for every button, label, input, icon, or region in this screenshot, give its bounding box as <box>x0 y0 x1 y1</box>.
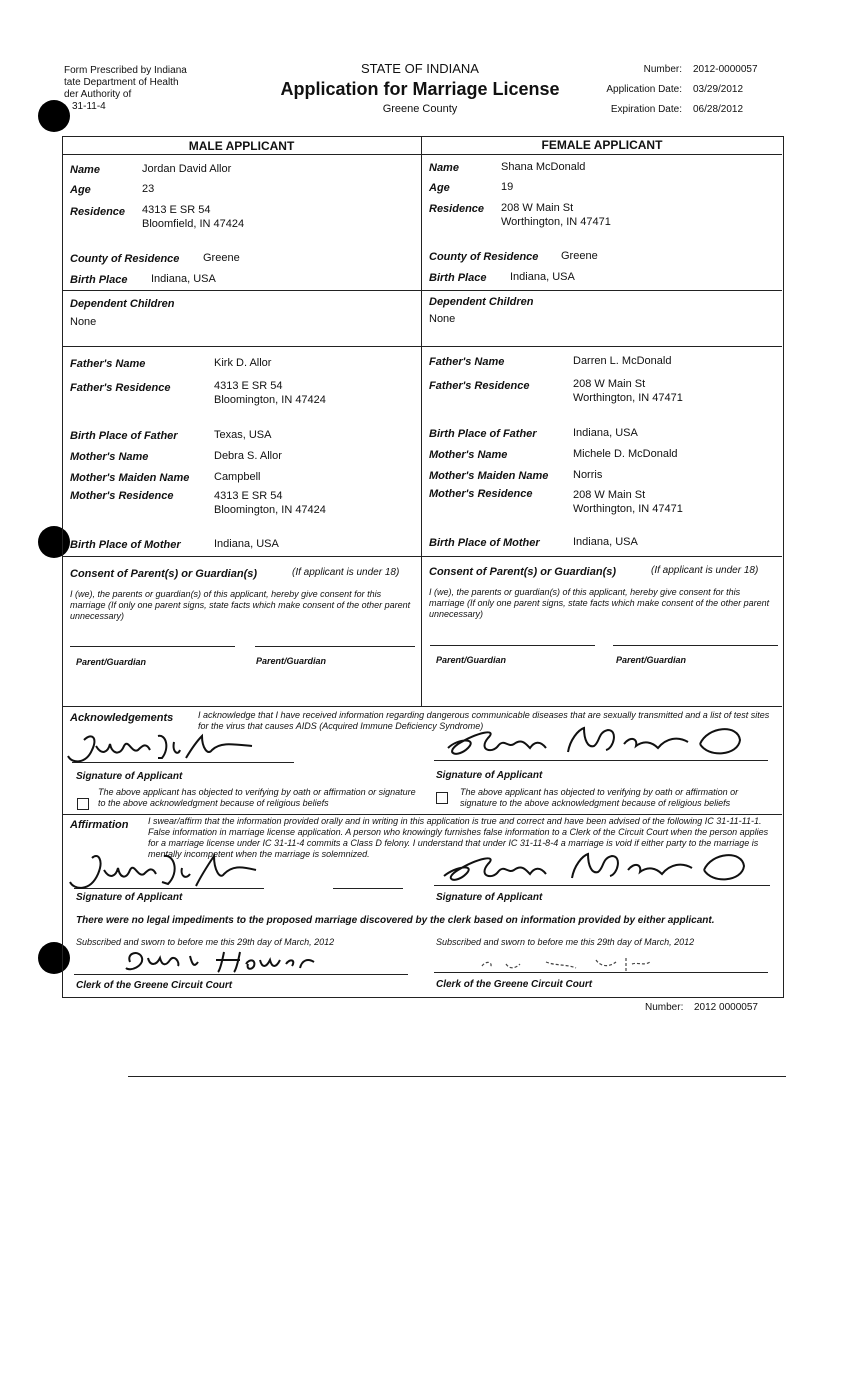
form-note-line: Form Prescribed by Indiana <box>64 65 187 76</box>
consent-note: (If applicant is under 18) <box>651 565 759 576</box>
male-mother-residence-line1: 4313 E SR 54 <box>214 490 283 502</box>
female-age: 19 <box>501 181 514 193</box>
male-mother-residence-line2: Bloomington, IN 47424 <box>214 504 326 516</box>
name-label: Name <box>70 164 100 176</box>
fathers-residence-label: Father's Residence <box>70 382 171 394</box>
male-father-residence-line1: 4313 E SR 54 <box>214 380 283 392</box>
signature-line <box>333 888 403 889</box>
male-birth-place: Indiana, USA <box>151 273 216 285</box>
expiration-date-value: 06/28/2012 <box>693 104 744 115</box>
male-mother-name: Debra S. Allor <box>214 450 282 462</box>
female-residence-line1: 208 W Main St <box>501 202 574 214</box>
mothers-maiden-name-label: Mother's Maiden Name <box>70 472 190 484</box>
consent-title: Consent of Parent(s) or Guardian(s) <box>429 566 617 578</box>
application-date-value: 03/29/2012 <box>693 84 744 95</box>
signature-of-applicant-label: Signature of Applicant <box>436 770 543 781</box>
county-of-residence-label: County of Residence <box>429 251 539 263</box>
name-label: Name <box>429 162 459 174</box>
fathers-name-label: Father's Name <box>429 356 505 368</box>
female-mother-name: Michele D. McDonald <box>573 448 678 460</box>
signature-of-applicant-label: Signature of Applicant <box>76 771 183 782</box>
parent-signature-line <box>70 646 235 647</box>
county-heading: Greene County <box>382 103 458 115</box>
female-signature-ack <box>438 718 758 768</box>
clerk-label: Clerk of the Greene Circuit Court <box>436 979 593 990</box>
consent-note: (If applicant is under 18) <box>292 567 400 578</box>
mothers-residence-label: Mother's Residence <box>429 488 533 500</box>
fathers-residence-label: Father's Residence <box>429 380 530 392</box>
birth-place-of-father-label: Birth Place of Father <box>70 430 178 442</box>
footer-number-label: Number: <box>645 1002 684 1013</box>
mothers-maiden-name-label: Mother's Maiden Name <box>429 470 549 482</box>
female-mother-residence-line1: 208 W Main St <box>573 489 646 501</box>
clerk-signature-faint <box>476 950 656 980</box>
female-signature-affirmation <box>436 842 766 892</box>
consent-text: I (we), the parents or guardian(s) of this applicant, hereby give consent for this marriage (If only one parent signs, state facts which make consent of the other parent unnecessary) <box>70 589 411 621</box>
birth-place-of-mother-label: Birth Place of Mother <box>429 537 540 549</box>
bottom-rule <box>128 1076 786 1077</box>
female-applicant-heading: FEMALE APPLICANT <box>541 138 663 152</box>
affirmation-title: Affirmation <box>70 819 129 831</box>
expiration-date-label: Expiration Date: <box>610 104 682 115</box>
male-signature-affirmation <box>64 846 264 906</box>
male-age: 23 <box>142 183 155 195</box>
birth-place-of-father-label: Birth Place of Father <box>429 428 537 440</box>
birth-place-of-mother-label: Birth Place of Mother <box>70 539 181 551</box>
consent-text: I (we), the parents or guardian(s) of this applicant, hereby give consent for this marriage (If only one parent signs, state facts which make consent of the other parent unnecessary) <box>429 587 770 619</box>
female-father-birth-place: Indiana, USA <box>573 427 638 439</box>
male-mother-maiden-name: Campbell <box>214 471 261 483</box>
header-meta <box>560 64 790 124</box>
male-dependent-children: None <box>70 316 97 328</box>
male-name: Jordan David Allor <box>142 163 232 175</box>
acknowledgements-title: Acknowledgements <box>70 712 174 724</box>
footer-number-value: 2012 0000057 <box>694 1002 758 1013</box>
residence-label: Residence <box>429 203 485 215</box>
subscribed-statement: Subscribed and sworn to before me this 29th day of March, 2012 <box>436 937 695 947</box>
male-residence-line2: Bloomfield, IN 47424 <box>142 218 245 230</box>
parent-signature-line <box>255 646 415 647</box>
state-heading: STATE OF INDIANA <box>361 61 479 76</box>
female-father-residence-line2: Worthington, IN 47471 <box>573 392 683 404</box>
clerk-signature <box>120 942 320 982</box>
form-note <box>64 65 214 113</box>
birth-place-label: Birth Place <box>429 272 487 284</box>
acknowledgements-text: I acknowledge that I have received information regarding dangerous communicable diseases that are sexually transmitted and a list of test sites for the virus that causes AIDS (Acquired Immune Deficiency Syndrome) <box>198 710 770 731</box>
female-residence-line2: Worthington, IN 47471 <box>501 216 611 228</box>
application-date-label: Application Date: <box>606 84 682 95</box>
male-county: Greene <box>203 252 240 264</box>
consent-title: Consent of Parent(s) or Guardian(s) <box>70 568 258 580</box>
male-residence-line1: 4313 E SR 54 <box>142 204 211 216</box>
female-county: Greene <box>561 250 598 262</box>
female-mother-birth-place: Indiana, USA <box>573 536 638 548</box>
number-label: Number: <box>643 64 682 75</box>
dependent-children-label: Dependent Children <box>429 296 534 308</box>
form-note-line: 31-11-4 <box>72 101 106 112</box>
objection-text: The above applicant has objected to verifying by oath or affirmation or signature to the above acknowledgment because of religious beliefs <box>460 787 739 808</box>
form-note-line: der Authority of <box>64 89 132 100</box>
clerk-label: Clerk of the Greene Circuit Court <box>76 980 233 991</box>
age-label: Age <box>429 182 450 194</box>
column-divider <box>421 136 422 706</box>
female-father-residence-line1: 208 W Main St <box>573 378 646 390</box>
female-father-name: Darren L. McDonald <box>573 355 672 367</box>
parent-guardian-label: Parent/Guardian <box>616 655 687 665</box>
impediments-statement: There were no legal impediments to the proposed marriage discovered by the clerk based on information provided by either applicant. <box>76 915 715 926</box>
county-of-residence-label: County of Residence <box>70 253 180 265</box>
number-value: 2012-0000057 <box>693 64 758 75</box>
age-label: Age <box>70 184 91 196</box>
female-mother-maiden-name: Norris <box>573 469 603 481</box>
religious-objection-checkbox[interactable] <box>77 798 89 810</box>
parent-signature-line <box>430 645 595 646</box>
male-father-birth-place: Texas, USA <box>214 429 272 441</box>
female-birth-place: Indiana, USA <box>510 271 575 283</box>
mothers-name-label: Mother's Name <box>70 451 149 463</box>
male-father-name: Kirk D. Allor <box>214 357 272 369</box>
objection-text: The above applicant has objected to verifying by oath or affirmation or signature to the above acknowledgment because of religious beliefs <box>98 787 416 808</box>
male-signature-ack <box>62 728 262 778</box>
male-mother-birth-place: Indiana, USA <box>214 538 279 550</box>
dependent-children-label: Dependent Children <box>70 298 175 310</box>
parent-guardian-label: Parent/Guardian <box>76 657 147 667</box>
residence-label: Residence <box>70 206 126 218</box>
female-mother-residence-line2: Worthington, IN 47471 <box>573 503 683 515</box>
page-title: Application for Marriage License <box>280 79 560 99</box>
male-father-residence-line2: Bloomington, IN 47424 <box>214 394 326 406</box>
mothers-residence-label: Mother's Residence <box>70 490 174 502</box>
mothers-name-label: Mother's Name <box>429 449 508 461</box>
form-note-line: tate Department of Health <box>64 77 179 88</box>
signature-of-applicant-label: Signature of Applicant <box>76 892 183 903</box>
birth-place-label: Birth Place <box>70 274 128 286</box>
fathers-name-label: Father's Name <box>70 358 146 370</box>
signature-of-applicant-label: Signature of Applicant <box>436 892 543 903</box>
male-applicant-heading: MALE APPLICANT <box>188 139 295 153</box>
parent-signature-line <box>613 645 778 646</box>
religious-objection-checkbox[interactable] <box>436 792 448 804</box>
subscribed-statement: Subscribed and sworn to before me this 29th day of March, 2012 <box>76 937 335 947</box>
affirmation-text: I swear/affirm that the information provided orally and in writing in this application is true and correct and have been advised of the following IC 31-11-11-1. False information in marriage license application. A person who knowingly furnishes false information to a Clerk of the Circuit Court when the person applies for a marriage license under IC 31-11-4 commits a Class D felony. I understand that under IC 31-11-8-4 a marriage is void if either party to the marriage is mentally incompetent when the marriage is solemnized. <box>148 816 769 859</box>
parent-guardian-label: Parent/Guardian <box>436 655 507 665</box>
parent-guardian-label: Parent/Guardian <box>256 656 327 666</box>
female-dependent-children: None <box>429 313 456 325</box>
female-name: Shana McDonald <box>501 161 586 173</box>
